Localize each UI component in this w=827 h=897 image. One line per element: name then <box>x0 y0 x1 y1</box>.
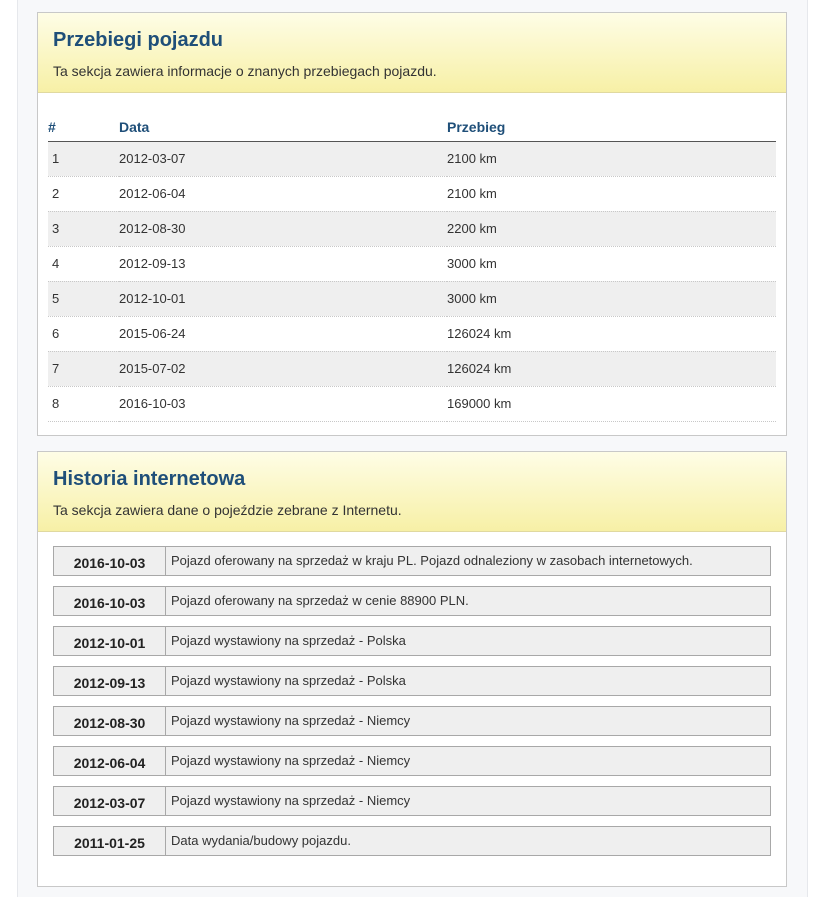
row-num: 6 <box>48 316 119 351</box>
row-km: 169000 km <box>447 386 776 421</box>
row-km: 126024 km <box>447 316 776 351</box>
row-km: 2100 km <box>447 176 776 211</box>
row-km: 2100 km <box>447 141 776 176</box>
history-date: 2016-10-03 <box>54 547 166 575</box>
mileage-table <box>48 105 776 422</box>
list-item <box>53 826 771 856</box>
row-km: 3000 km <box>447 246 776 281</box>
history-text: Pojazd wystawiony na sprzedaż - Niemcy <box>171 793 411 808</box>
history-text: Pojazd wystawiony na sprzedaż - Polska <box>171 673 406 688</box>
mileage-table-header-row <box>48 105 776 141</box>
history-date: 2016-10-03 <box>54 587 166 615</box>
list-item <box>53 546 771 576</box>
mileage-title: Przebiegi pojazdu <box>53 29 224 51</box>
row-date: 2012-08-30 <box>119 211 447 246</box>
table-row <box>48 211 776 246</box>
history-date: 2012-09-13 <box>54 667 166 695</box>
history-list <box>53 546 771 866</box>
row-date: 2012-09-13 <box>119 246 447 281</box>
history-text: Pojazd wystawiony na sprzedaż - Polska <box>171 633 406 648</box>
list-item <box>53 746 771 776</box>
list-item <box>53 586 771 616</box>
history-date: 2012-10-01 <box>54 627 166 655</box>
row-num: 2 <box>48 176 119 211</box>
history-text: Pojazd wystawiony na sprzedaż - Niemcy <box>171 713 411 728</box>
history-text: Pojazd wystawiony na sprzedaż - Niemcy <box>171 753 411 768</box>
row-num: 8 <box>48 386 119 421</box>
row-date: 2012-03-07 <box>119 141 447 176</box>
row-date: 2015-06-24 <box>119 316 447 351</box>
table-row <box>48 176 776 211</box>
history-panel-header <box>38 452 786 532</box>
table-row <box>48 351 776 386</box>
row-km: 3000 km <box>447 281 776 316</box>
row-num: 4 <box>48 246 119 281</box>
row-num: 1 <box>48 141 119 176</box>
mileage-panel-header <box>38 13 786 93</box>
row-km: 2200 km <box>447 211 776 246</box>
row-num: 5 <box>48 281 119 316</box>
history-date: 2012-03-07 <box>54 787 166 815</box>
column-header-num: # <box>48 105 119 141</box>
column-header-km: Przebieg <box>447 105 776 141</box>
table-row <box>48 141 776 176</box>
mileage-description: Ta sekcja zawiera informacje o znanych przebiegach pojazdu. <box>53 63 437 79</box>
history-text: Data wydania/budowy pojazdu. <box>171 833 351 848</box>
table-row <box>48 281 776 316</box>
list-item <box>53 666 771 696</box>
history-date: 2011-01-25 <box>54 827 166 855</box>
history-text: Pojazd oferowany na sprzedaż w kraju PL. Pojazd odnaleziony w zasobach internetowych. <box>171 553 693 568</box>
row-num: 3 <box>48 211 119 246</box>
history-date: 2012-06-04 <box>54 747 166 775</box>
history-date: 2012-08-30 <box>54 707 166 735</box>
list-item <box>53 786 771 816</box>
table-row <box>48 246 776 281</box>
row-num: 7 <box>48 351 119 386</box>
history-title: Historia internetowa <box>53 468 246 490</box>
table-row <box>48 386 776 421</box>
internet-history-panel <box>37 451 787 887</box>
row-date: 2016-10-03 <box>119 386 447 421</box>
row-date: 2012-06-04 <box>119 176 447 211</box>
list-item <box>53 706 771 736</box>
row-km: 126024 km <box>447 351 776 386</box>
row-date: 2015-07-02 <box>119 351 447 386</box>
table-row <box>48 316 776 351</box>
mileage-panel <box>37 12 787 436</box>
history-text: Pojazd oferowany na sprzedaż w cenie 88900 PLN. <box>171 593 469 608</box>
column-header-date: Data <box>119 105 447 141</box>
list-item <box>53 626 771 656</box>
history-description: Ta sekcja zawiera dane o pojeździe zebrane z Internetu. <box>53 502 402 518</box>
row-date: 2012-10-01 <box>119 281 447 316</box>
